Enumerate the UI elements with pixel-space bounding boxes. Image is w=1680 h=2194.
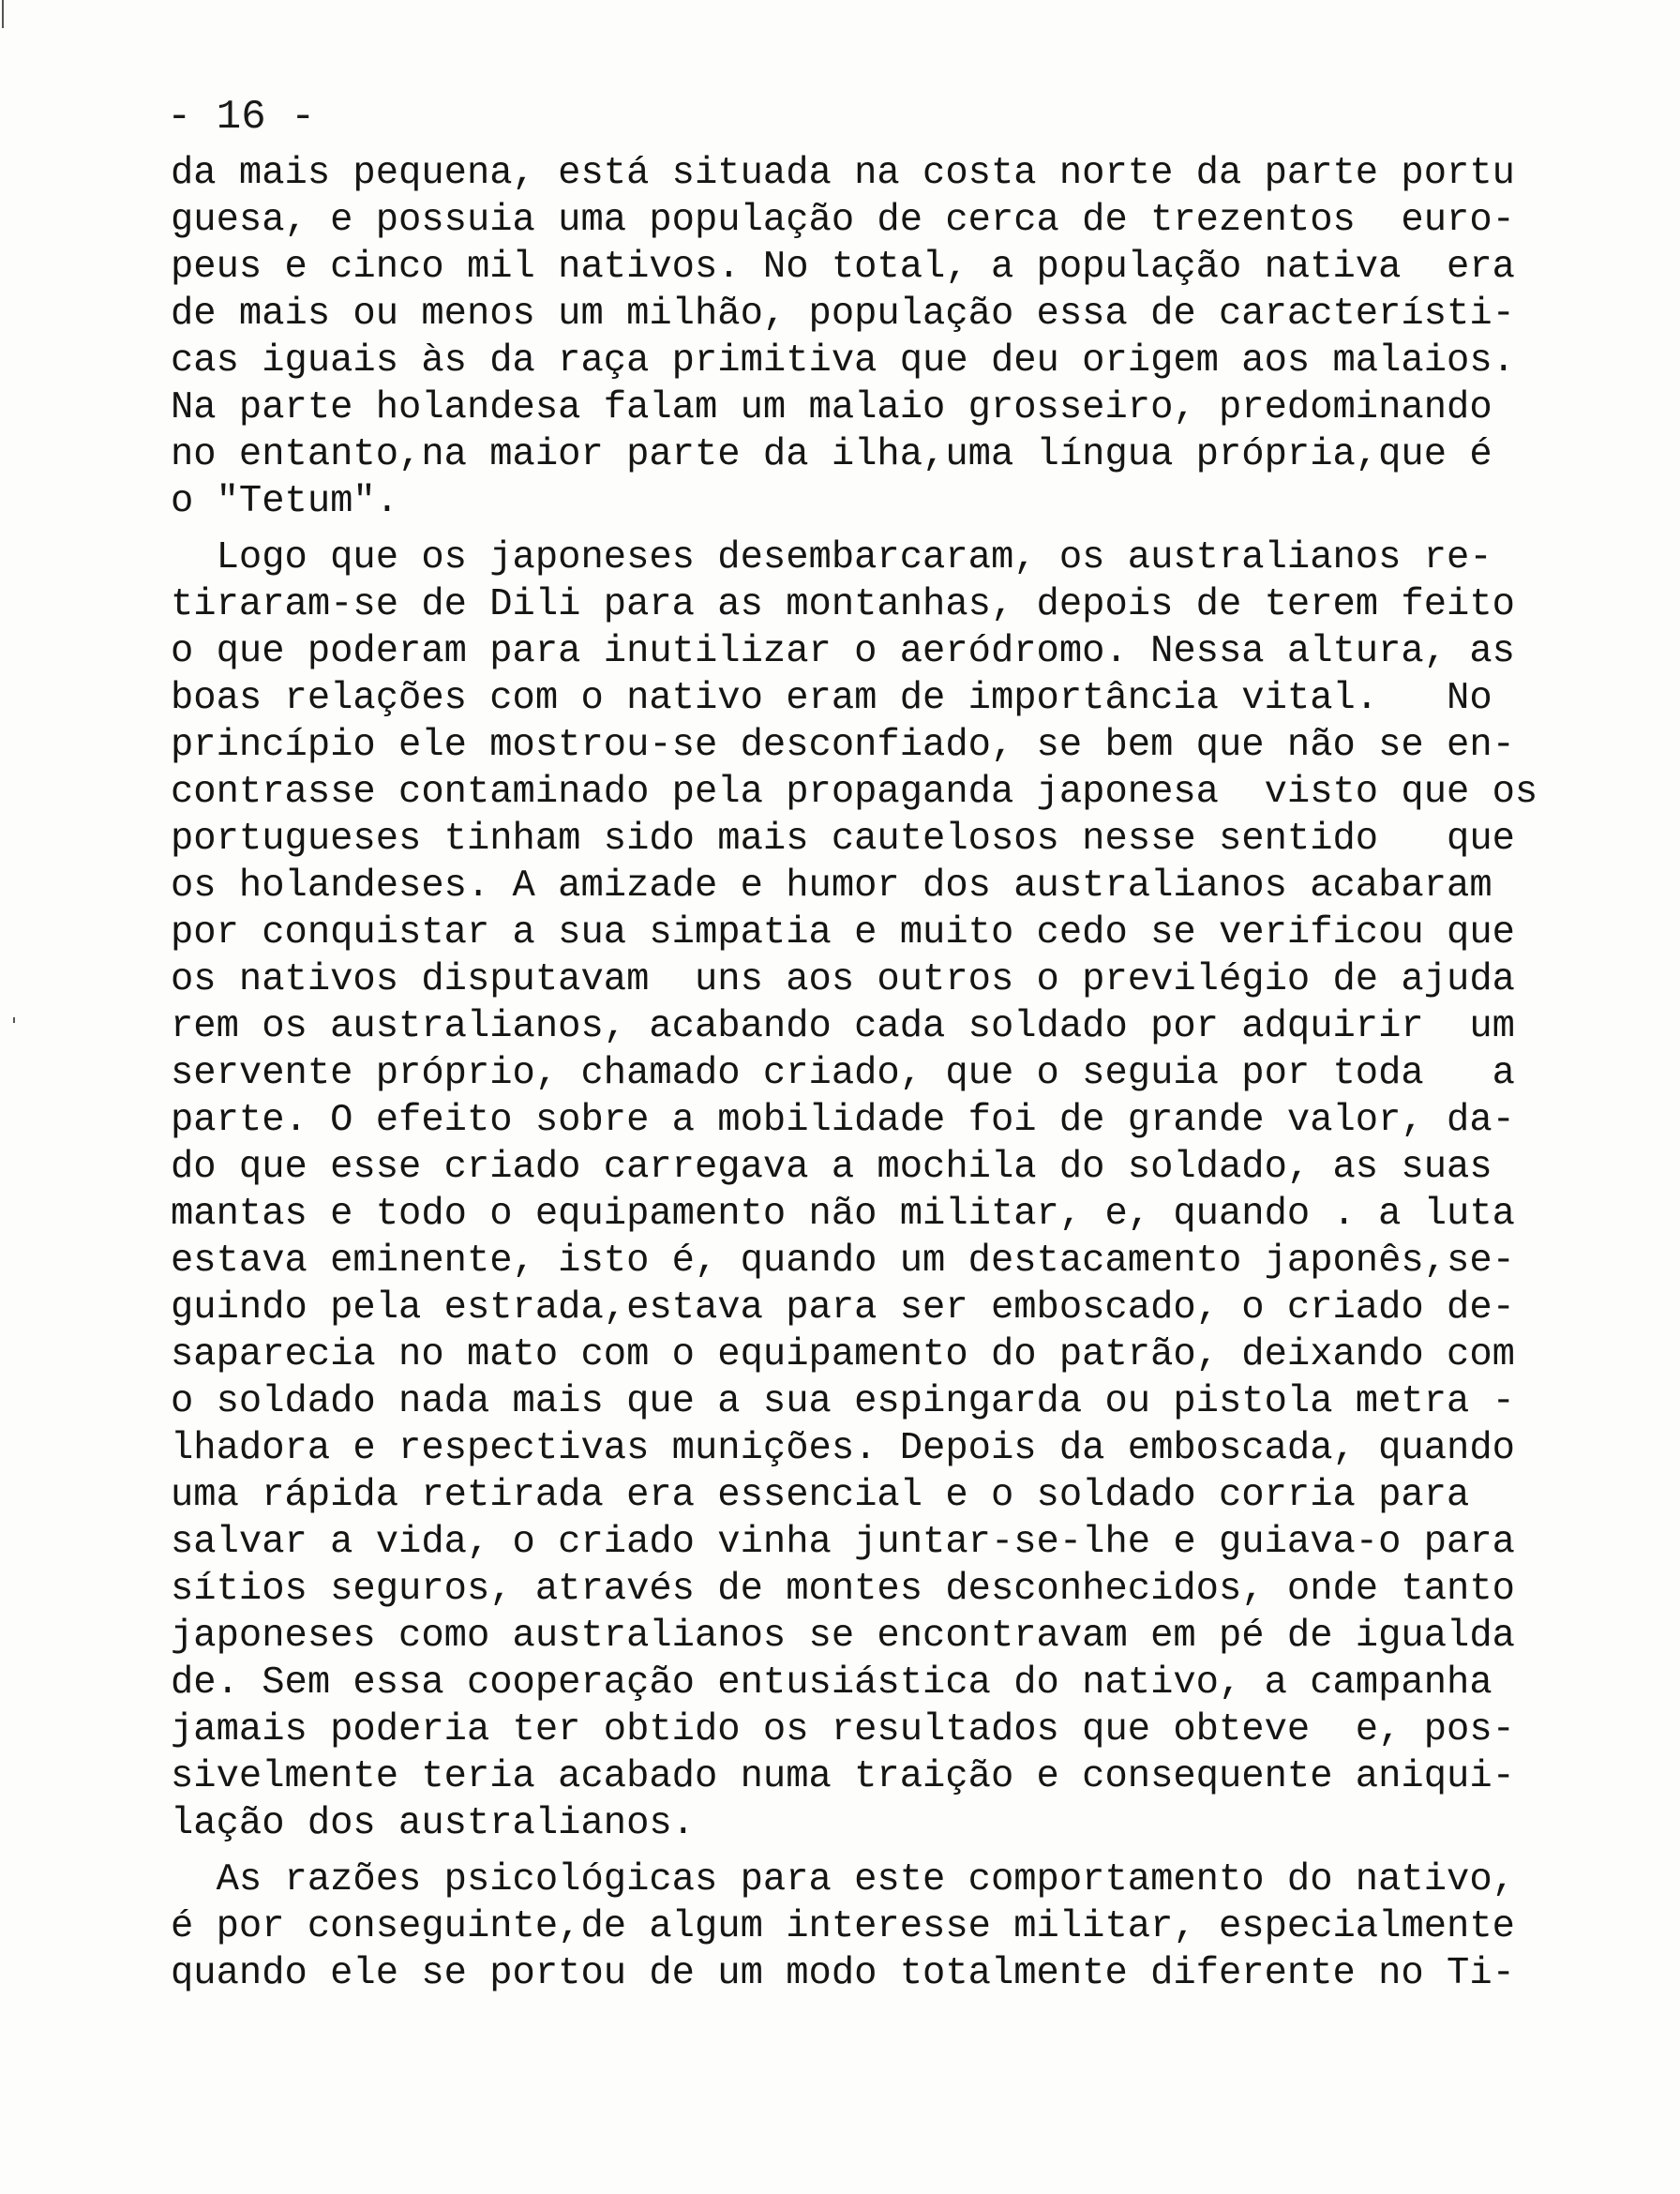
text-line: cas iguais às da raça primitiva que deu origem aos malaios. (171, 339, 1515, 383)
text-line: de mais ou menos um milhão, população essa de característi- (171, 293, 1515, 336)
text-line: portugueses tinham sido mais cautelosos nesse sentido que (171, 818, 1515, 861)
text-line: As razões psicológicas para este comportamento do nativo, (171, 1858, 1515, 1901)
text-line: saparecia no mato com o equipamento do patrão, deixando com (171, 1333, 1515, 1376)
text-line: é por conseguinte,de algum interesse militar, especialmente (171, 1905, 1515, 1948)
text-line: jamais poderia ter obtido os resultados que obteve e, pos- (171, 1708, 1515, 1751)
scan-edge-mark (2, 0, 4, 28)
text-line: do que esse criado carregava a mochila do soldado, as suas (171, 1146, 1492, 1189)
text-line: por conquistar a sua simpatia e muito cedo se verificou que (171, 911, 1515, 954)
text-line: tiraram-se de Dili para as montanhas, depois de terem feito (171, 583, 1515, 626)
text-line: estava eminente, isto é, quando um destacamento japonês,se- (171, 1240, 1515, 1283)
paragraph (171, 150, 1558, 525)
text-line: lhadora e respectivas munições. Depois da emboscada, quando (171, 1427, 1515, 1470)
paragraph (171, 1856, 1558, 1997)
text-line: rem os australianos, acabando cada soldado por adquirir um (171, 1005, 1515, 1048)
text-line: contrasse contaminado pela propaganda japonesa visto que os (171, 771, 1538, 814)
text-line: parte. O efeito sobre a mobilidade foi de grande valor, da- (171, 1099, 1515, 1142)
text-line: princípio ele mostrou-se desconfiado, se bem que não se en- (171, 724, 1515, 767)
text-line: boas relações com o nativo eram de importância vital. No (171, 677, 1492, 720)
text-line: peus e cinco mil nativos. No total, a população nativa era (171, 246, 1515, 289)
text-line: de. Sem essa cooperação entusiástica do nativo, a campanha (171, 1661, 1492, 1705)
scan-speck (13, 1017, 15, 1023)
text-line: Logo que os japoneses desembarcaram, os australianos re- (171, 536, 1492, 579)
page-number: - 16 - (167, 94, 316, 141)
text-line: sítios seguros, através de montes desconhecidos, onde tanto (171, 1568, 1515, 1611)
text-line: o que poderam para inutilizar o aeródromo. Nessa altura, as (171, 630, 1515, 673)
text-line: guindo pela estrada,estava para ser emboscado, o criado de- (171, 1286, 1515, 1330)
text-line: salvar a vida, o criado vinha juntar-se-lhe e guiava-o para (171, 1521, 1515, 1564)
paragraph (171, 534, 1558, 1847)
text-line: guesa, e possuia uma população de cerca de trezentos euro- (171, 199, 1515, 242)
body-text (171, 150, 1558, 1997)
text-line: japoneses como australianos se encontravam em pé de igualda (171, 1615, 1515, 1658)
text-line: da mais pequena, está situada na costa norte da parte portu (171, 152, 1515, 195)
text-line: uma rápida retirada era essencial e o soldado corria para (171, 1474, 1470, 1517)
text-line: lação dos australianos. (171, 1802, 695, 1845)
text-line: os holandeses. A amizade e humor dos australianos acabaram (171, 864, 1492, 908)
text-line: mantas e todo o equipamento não militar, e, quando . a luta (171, 1193, 1515, 1236)
text-line: no entanto,na maior parte da ilha,uma língua própria,que é (171, 433, 1492, 476)
text-line: o soldado nada mais que a sua espingarda ou pistola metra - (171, 1380, 1515, 1423)
text-line: os nativos disputavam uns aos outros o previlégio de ajuda (171, 958, 1515, 1001)
text-line: sivelmente teria acabado numa traição e consequente aniqui- (171, 1755, 1515, 1798)
text-line: quando ele se portou de um modo totalmente diferente no Ti- (171, 1952, 1515, 1995)
text-line: servente próprio, chamado criado, que o seguia por toda a (171, 1052, 1515, 1095)
text-line: Na parte holandesa falam um malaio grosseiro, predominando (171, 386, 1492, 429)
text-line: o "Tetum". (171, 480, 399, 523)
